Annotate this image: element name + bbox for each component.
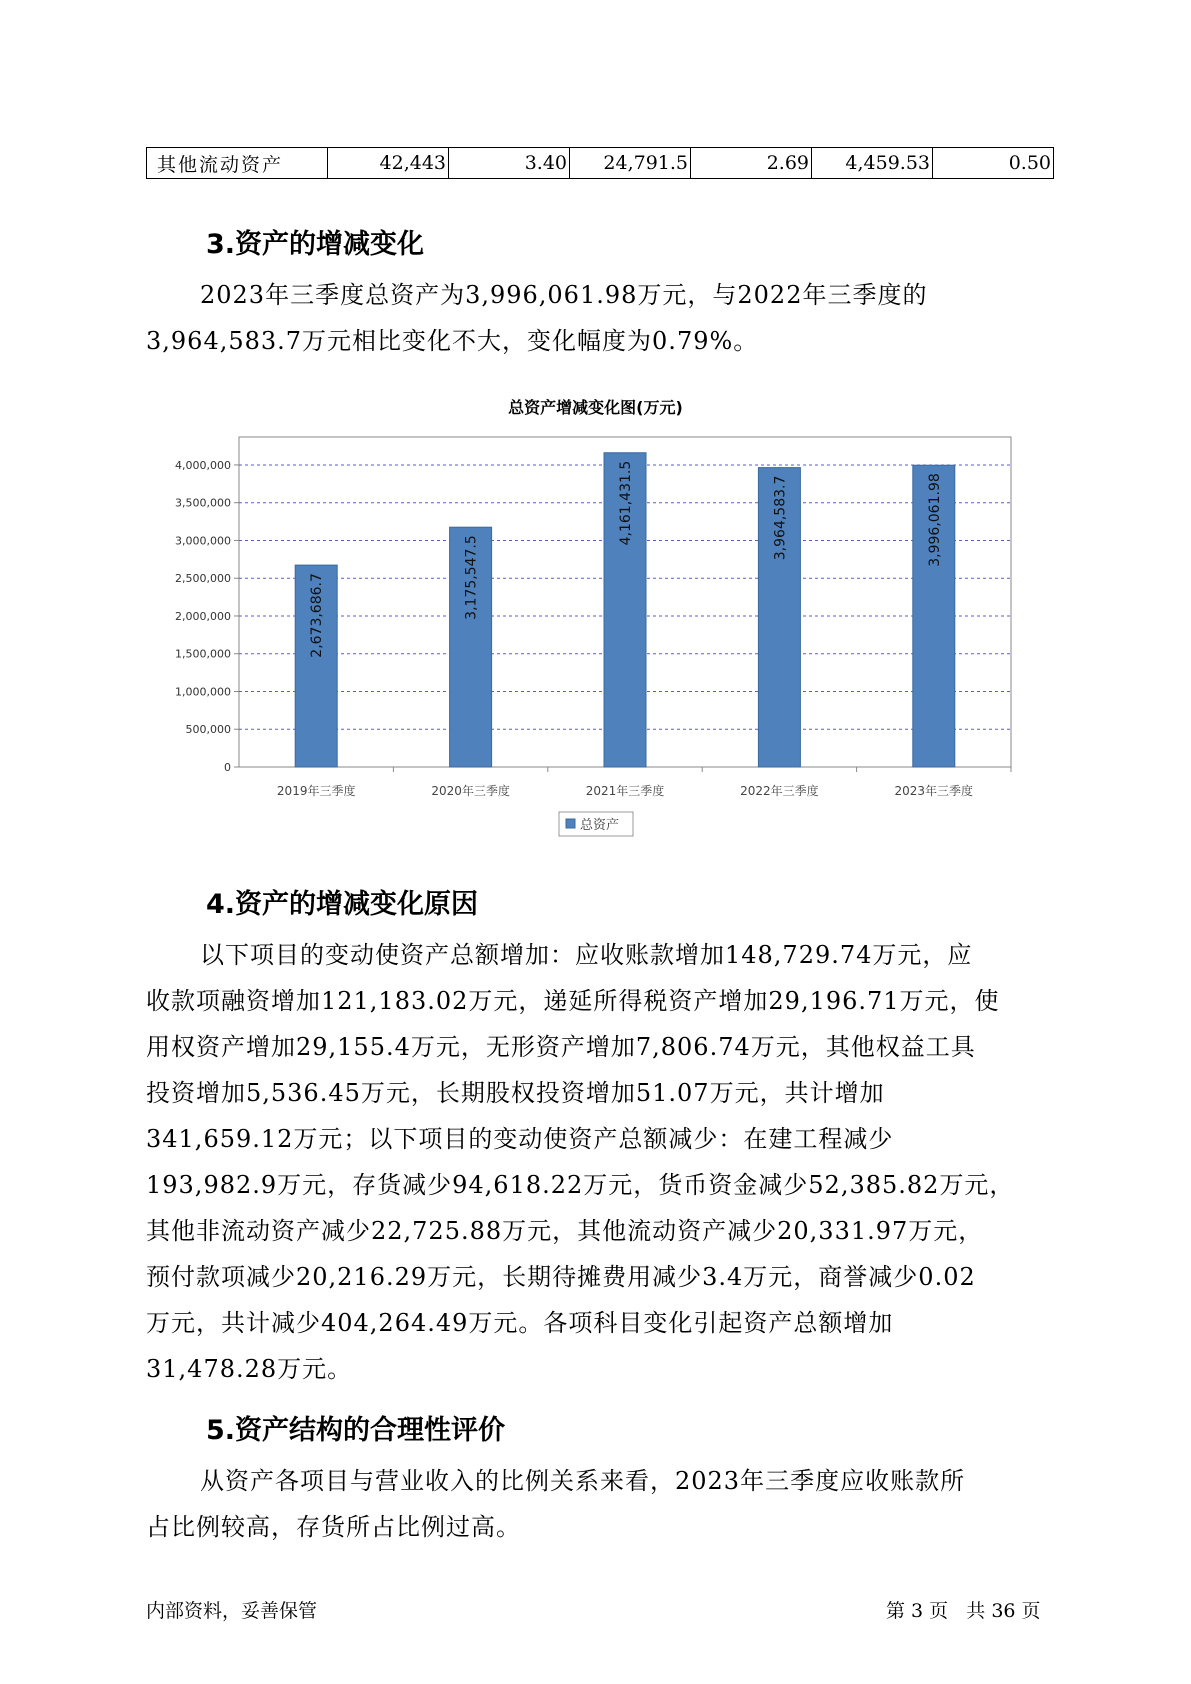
paragraph-line: 193,982.9万元，存货减少94,618.22万元，货币资金减少52,385.82万元， bbox=[146, 1171, 1015, 1199]
footer-left: 内部资料，妥善保管 bbox=[146, 1600, 318, 1622]
x-tick-label: 2022年三季度 bbox=[740, 784, 819, 798]
row-label: 其他流动资产 bbox=[147, 148, 328, 179]
y-tick-label: 1,500,000 bbox=[175, 647, 231, 661]
paragraph-line: 投资增加5,536.45万元，长期股权投资增加51.07万元，共计增加 bbox=[146, 1079, 885, 1107]
paragraph-line: 预付款项减少20,216.29万元，长期待摊费用减少3.4万元，商誉减少0.02 bbox=[146, 1263, 976, 1291]
table-cell: 3.40 bbox=[449, 148, 570, 179]
data-label: 3,175,547.5 bbox=[463, 535, 480, 620]
y-tick-label: 1,000,000 bbox=[175, 685, 231, 699]
paragraph-line: 3,964,583.7万元相比变化不大，变化幅度为0.79%。 bbox=[146, 327, 759, 355]
data-label: 4,161,431.5 bbox=[618, 460, 634, 546]
legend-swatch bbox=[566, 819, 575, 828]
paragraph-line: 占比例较高，存货所占比例过高。 bbox=[146, 1513, 521, 1541]
table-cell: 24,791.5 bbox=[570, 148, 691, 179]
paragraph-line: 31,478.28万元。 bbox=[146, 1355, 353, 1383]
section5-heading: 5.资产结构的合理性评价 bbox=[206, 1415, 506, 1446]
paragraph-line: 341,659.12万元；以下项目的变动使资产总额减少：在建工程减少 bbox=[146, 1125, 894, 1153]
section4-paragraph bbox=[146, 932, 1066, 1392]
section4-heading: 4.资产的增减变化原因 bbox=[206, 889, 479, 920]
y-tick-label: 2,000,000 bbox=[175, 609, 231, 623]
table-cell: 2.69 bbox=[691, 148, 812, 179]
table-cell: 42,443 bbox=[328, 148, 449, 179]
paragraph-line: 万元，共计减少404,264.49万元。各项科目变化引起资产总额增加 bbox=[146, 1309, 894, 1337]
data-label: 2,673,686.7 bbox=[309, 573, 326, 658]
section3-heading: 3.资产的增减变化 bbox=[206, 229, 425, 260]
x-tick-label: 2019年三季度 bbox=[276, 784, 356, 798]
x-tick-label: 2023年三季度 bbox=[894, 784, 974, 798]
paragraph-line: 其他非流动资产减少22,725.88万元，其他流动资产减少20,331.97万元， bbox=[146, 1217, 984, 1245]
y-tick-label: 4,000,000 bbox=[175, 458, 231, 472]
paragraph-line: 以下项目的变动使资产总额增加：应收账款增加148,729.74万元，应 bbox=[200, 941, 973, 969]
x-tick-label: 2020年三季度 bbox=[431, 784, 510, 798]
paragraph-line: 2023年三季度总资产为3,996,061.98万元，与2022年三季度的 bbox=[200, 281, 928, 309]
paragraph-line: 从资产各项目与营业收入的比例关系来看，2023年三季度应收账款所 bbox=[200, 1467, 966, 1495]
table-cell: 4,459.53 bbox=[812, 148, 933, 179]
paragraph-line: 用权资产增加29,155.4万元，无形资产增加7,806.74万元，其他权益工具 bbox=[146, 1033, 976, 1061]
y-tick-label: 3,000,000 bbox=[175, 534, 231, 548]
y-tick-label: 500,000 bbox=[185, 723, 231, 737]
data-label: 3,964,583.7 bbox=[772, 475, 789, 561]
y-tick-label: 0 bbox=[224, 761, 231, 774]
legend-label: 总资产 bbox=[580, 818, 620, 833]
chart-title: 总资产增减变化图(万元) bbox=[508, 398, 683, 417]
page-number: 第 3 页 共 36 页 bbox=[886, 1600, 1041, 1622]
section5-paragraph bbox=[146, 1458, 1066, 1550]
data-label: 3,996,061.98 bbox=[926, 473, 943, 567]
paragraph-line: 收款项融资增加121,183.02万元，递延所得税资产增加29,196.71万元，使 bbox=[146, 987, 1000, 1015]
table-cell: 0.50 bbox=[933, 148, 1054, 179]
y-tick-label: 3,500,000 bbox=[175, 496, 231, 510]
y-tick-label: 2,500,000 bbox=[175, 572, 231, 586]
x-tick-label: 2021年三季度 bbox=[585, 784, 665, 798]
